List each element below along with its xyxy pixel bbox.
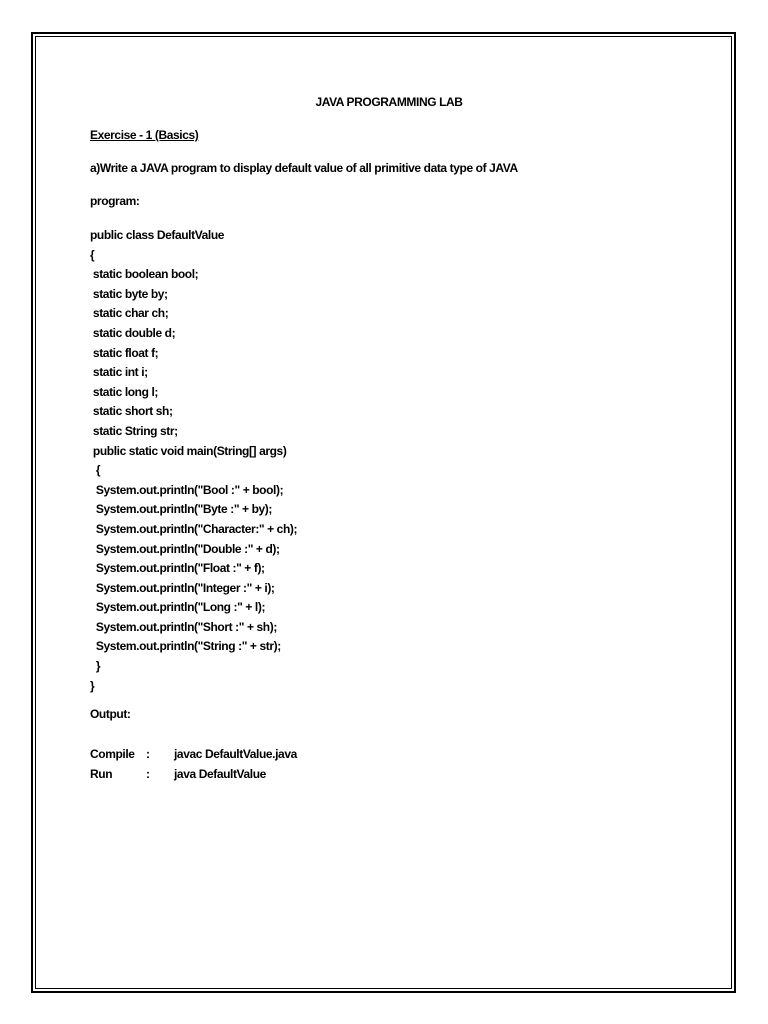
compile-separator: :: [146, 747, 150, 761]
run-separator: :: [146, 767, 150, 781]
lab-title: JAVA PROGRAMMING LAB: [315, 95, 463, 109]
compile-command: javac DefaultValue.java: [174, 747, 297, 761]
code-line: static int i;: [90, 365, 148, 380]
compile-label: Compile: [90, 747, 135, 761]
code-line: System.out.println("Bool :" + bool);: [90, 482, 284, 497]
code-line: System.out.println("Character:" + ch);: [90, 521, 298, 536]
code-line: System.out.println("String :" + str);: [90, 639, 281, 654]
run-command-row: [90, 764, 266, 784]
code-line: static long l;: [90, 384, 159, 399]
code-line: static float f;: [90, 345, 159, 360]
code-line: static double d;: [90, 325, 176, 340]
code-line: System.out.println("Byte :" + by);: [90, 502, 272, 517]
output-label: Output:: [90, 707, 131, 721]
code-block: [90, 226, 297, 696]
code-line: public class DefaultValue: [90, 228, 225, 242]
code-line: {: [90, 247, 95, 262]
run-command: java DefaultValue: [174, 767, 266, 781]
code-line: static short sh;: [90, 404, 173, 419]
code-line: System.out.println("Integer :" + i);: [90, 580, 275, 595]
code-line: }: [90, 678, 95, 693]
code-line: static byte by;: [90, 286, 168, 301]
code-line: static boolean bool;: [90, 267, 199, 282]
code-line: public static void main(String[] args): [90, 443, 287, 458]
code-line: System.out.println("Short :" + sh);: [90, 619, 277, 634]
code-line: System.out.println("Long :" + l);: [90, 600, 266, 615]
code-line: }: [90, 659, 101, 674]
code-line: static String str;: [90, 423, 178, 438]
code-line: static char ch;: [90, 306, 169, 321]
program-label: program:: [90, 194, 140, 208]
code-line: {: [90, 463, 101, 478]
compile-command-row: [90, 744, 297, 764]
code-line: System.out.println("Double :" + d);: [90, 541, 280, 556]
code-line: System.out.println("Float :" + f);: [90, 561, 265, 576]
question-text: a)Write a JAVA program to display default value of all primitive data type of JAVA: [90, 161, 518, 175]
run-label: Run: [90, 767, 113, 781]
exercise-heading: Exercise - 1 (Basics): [90, 128, 199, 142]
